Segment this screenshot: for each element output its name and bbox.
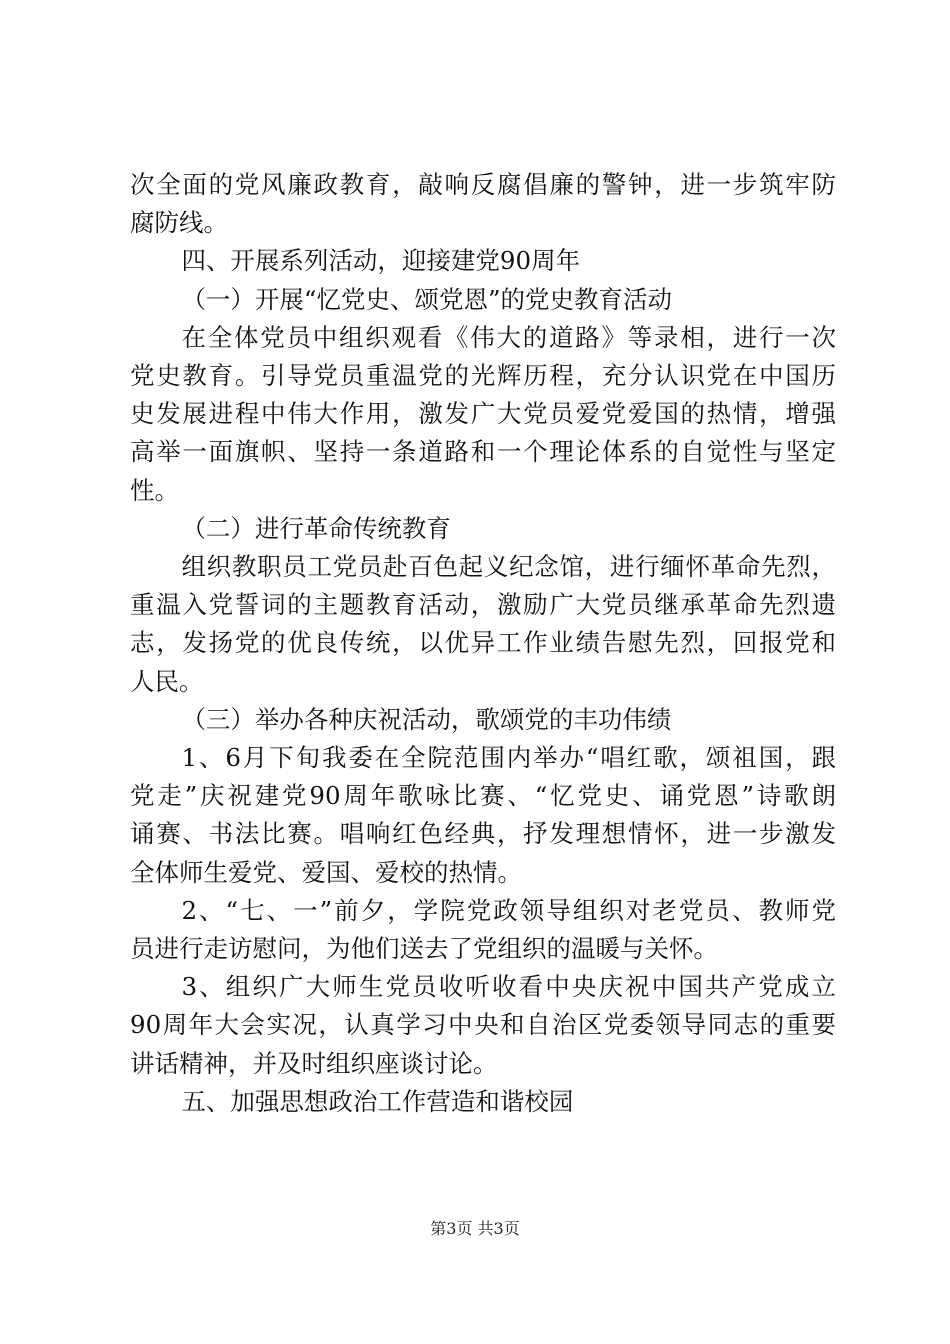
- text-line: 2、“七、一”前夕，学院党政领导组织对老党员、教师党: [181, 895, 836, 925]
- text-line: 四、开展系列活动，迎接建党90周年: [181, 246, 581, 276]
- text-line: （二）进行革命传统教育: [181, 513, 451, 543]
- text-line: （三）举办各种庆祝活动，歌颂党的丰功伟绩: [181, 704, 672, 734]
- text-line: 次全面的党风廉政教育，敲响反腐倡廉的警钟，进一步筑牢防: [130, 170, 836, 199]
- document-body: [130, 166, 836, 1121]
- text-line: 组织教职员工党员赴百色起义纪念馆，进行缅怀革命先烈，: [181, 552, 836, 582]
- text-line: 人民。: [130, 666, 204, 696]
- text-line: 史发展进程中伟大作用，激发广大党员爱党爱国的热情，增强: [130, 399, 836, 429]
- text-line: 讲话精神，并及时组织座谈讨论。: [130, 1048, 498, 1078]
- text-line: （一）开展“忆党史、颂党恩”的党史教育活动: [181, 284, 672, 314]
- text-line: 3、组织广大师生党员收听收看中央庆祝中国共产党成立: [181, 972, 836, 1002]
- text-line: 全体师生爱党、爱国、爱校的热情。: [130, 857, 522, 887]
- text-line: 诵赛、书法比赛。唱响红色经典，抒发理想情怀，进一步激发: [130, 819, 836, 849]
- text-line: 腐防线。: [130, 208, 228, 238]
- text-line: 员进行走访慰问，为他们送去了党组织的温暖与关怀。: [130, 934, 718, 964]
- text-line: 党史教育。引导党员重温党的光辉历程，充分认识党在中国历: [130, 361, 836, 391]
- page-footer: 第3页 共3页: [430, 1219, 520, 1238]
- text-line: 五、加强思想政治工作营造和谐校园: [181, 1086, 574, 1116]
- text-line: 党走”庆祝建党90周年歌咏比赛、“忆党史、诵党恩”诗歌朗: [130, 781, 836, 811]
- text-line: 1、6月下旬我委在全院范围内举办“唱红歌，颂祖国，跟: [181, 743, 836, 773]
- text-line: 性。: [130, 475, 179, 505]
- text-line: 志，发扬党的优良传统，以优异工作业绩告慰先烈，回报党和: [130, 628, 836, 658]
- text-line: 在全体党员中组织观看《伟大的道路》等录相，进行一次: [181, 322, 836, 352]
- text-line: 高举一面旗帜、坚持一条道路和一个理论体系的自觉性与坚定: [130, 437, 836, 467]
- text-line: 重温入党誓词的主题教育活动，激励广大党员继承革命先烈遗: [130, 590, 836, 620]
- text-line: 90周年大会实况，认真学习中央和自治区党委领导同志的重要: [130, 1010, 836, 1040]
